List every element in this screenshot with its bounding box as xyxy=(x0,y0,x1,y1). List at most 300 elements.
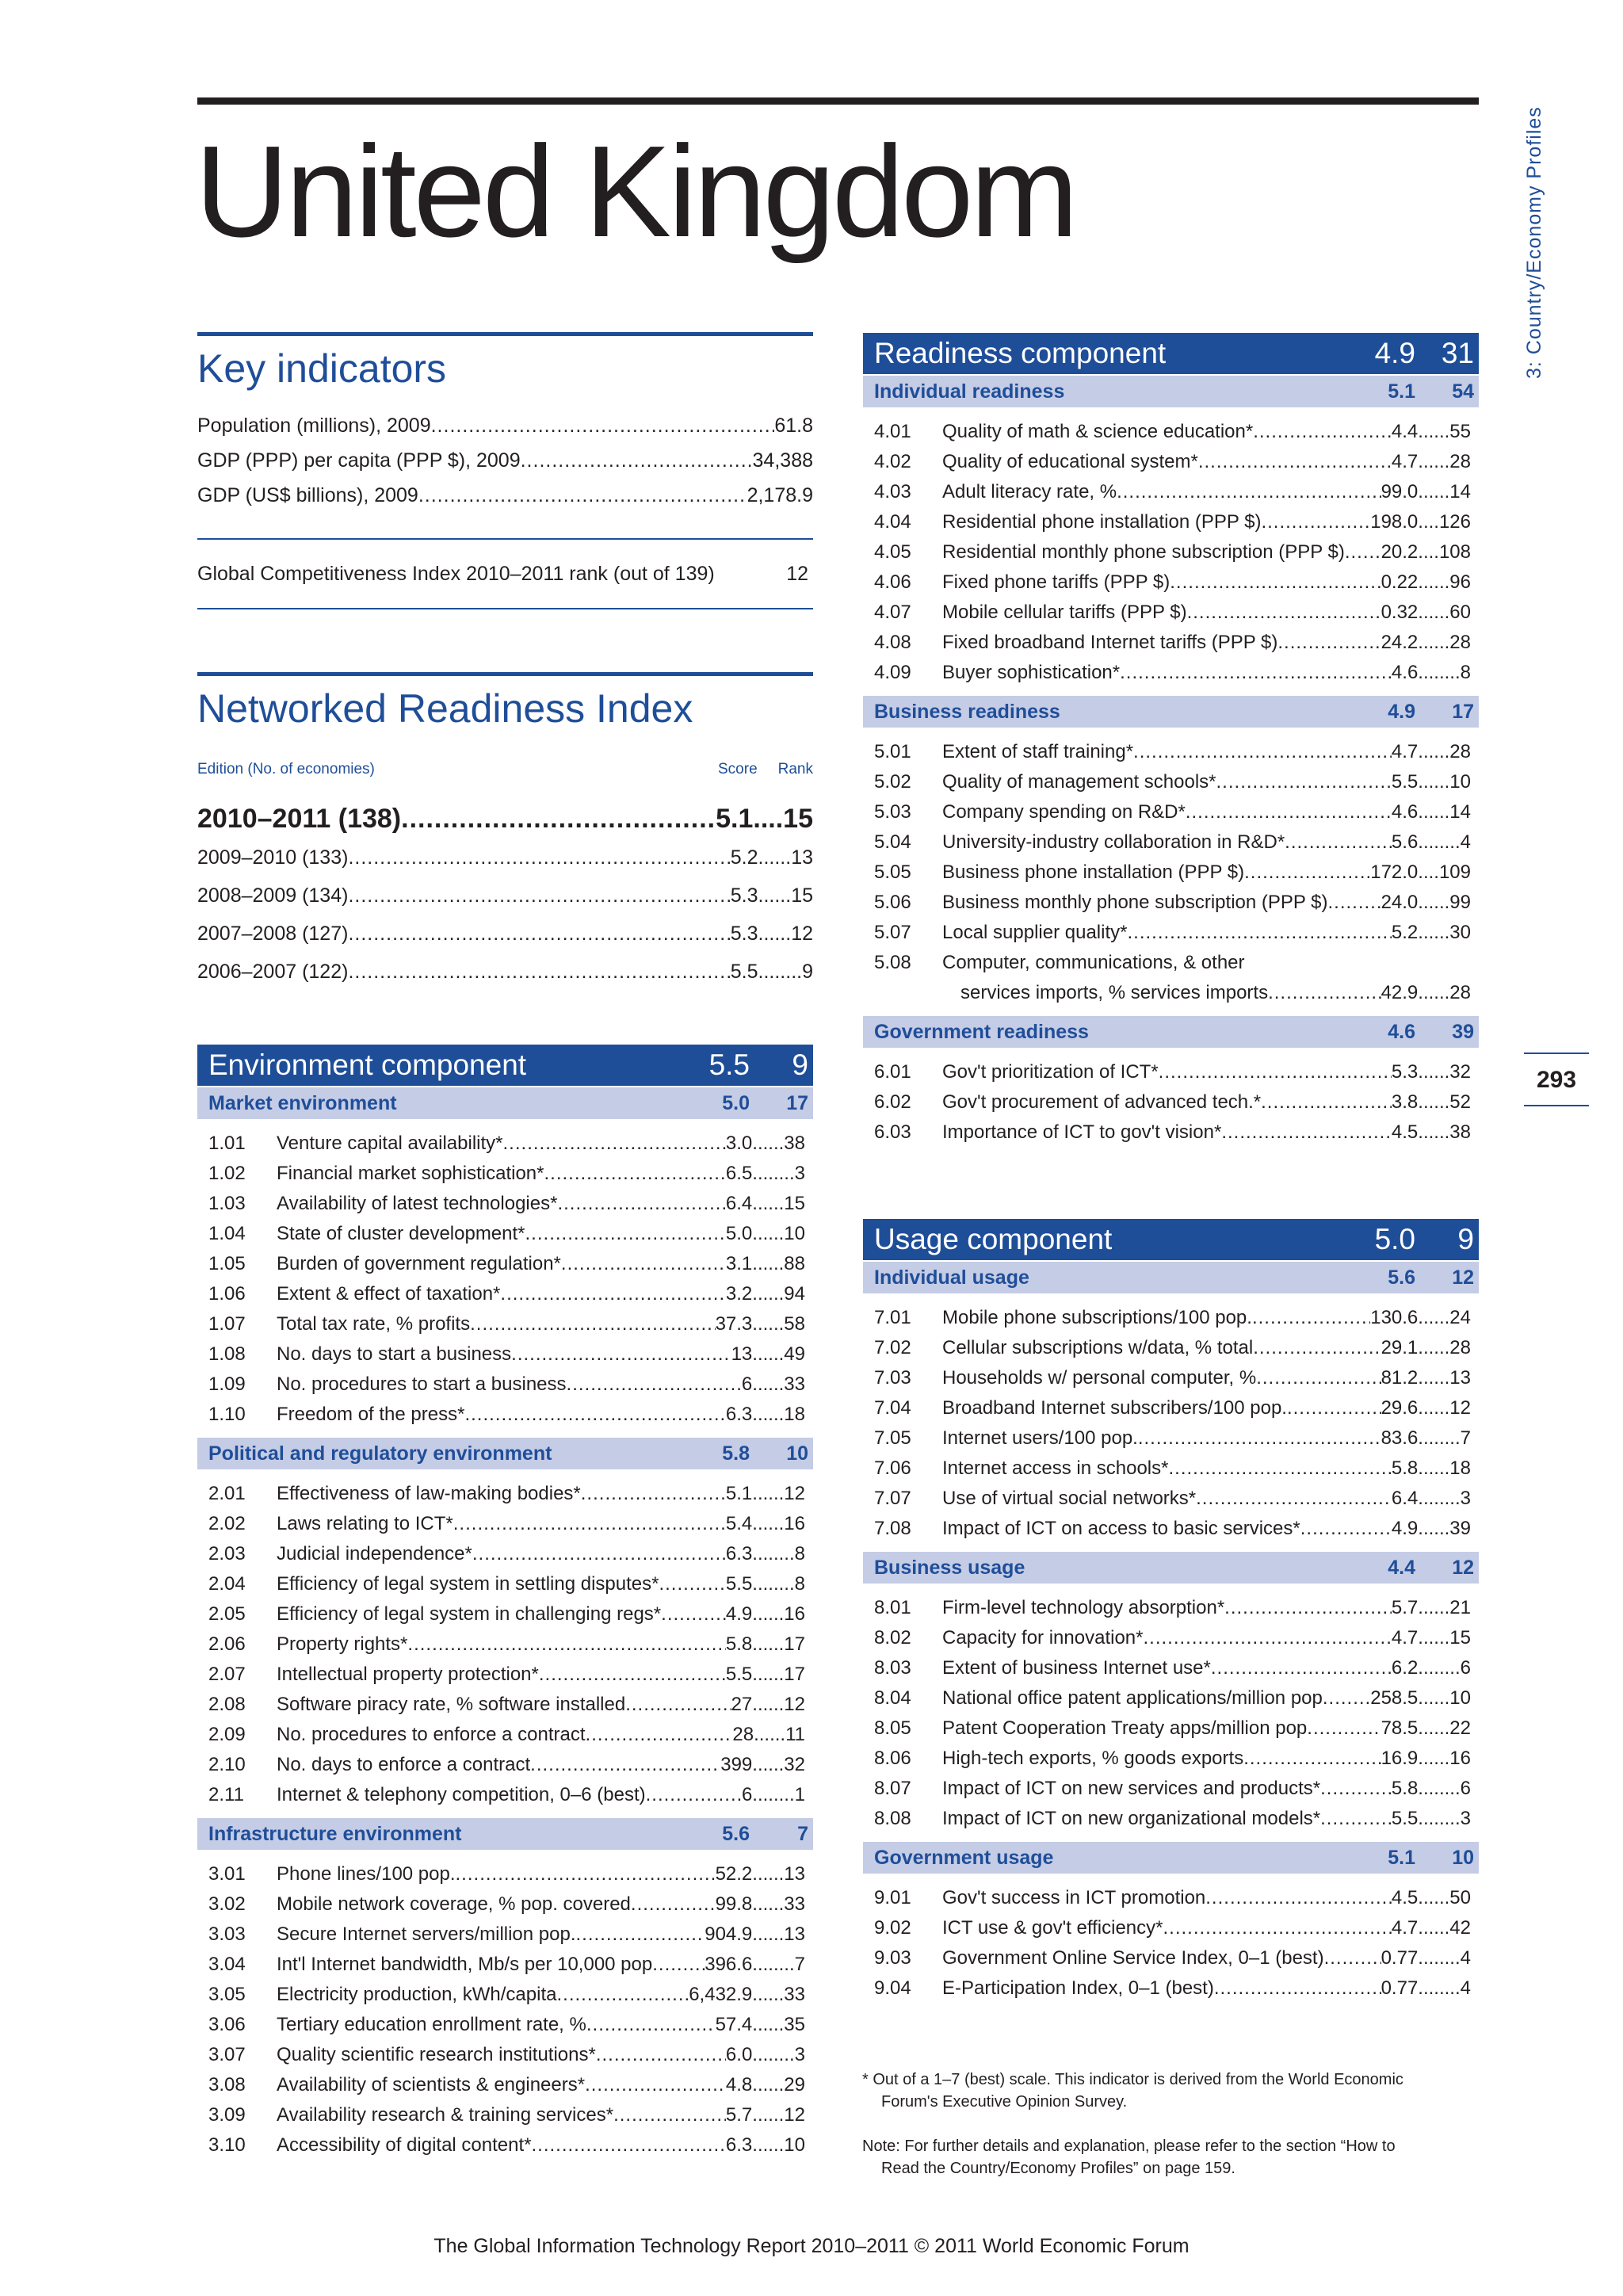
leader-dots: ...... xyxy=(1418,1337,1450,1358)
leader-dots: ...... xyxy=(752,2104,785,2126)
page-footer: The Global Information Technology Report 2010–2011 © 2011 World Economic Forum xyxy=(433,2235,1190,2257)
leader-dots xyxy=(525,1219,726,1249)
leader-dots: ...... xyxy=(1418,481,1450,502)
leader-dots xyxy=(1323,1683,1370,1713)
indicator-code: 8.07 xyxy=(874,1778,911,1799)
indicator-code: 2.04 xyxy=(208,1573,246,1595)
indicator-score: 52.2 xyxy=(715,1863,753,1885)
indicator-label: Importance of ICT to gov't vision* xyxy=(942,1121,1222,1143)
indicator-row xyxy=(197,1339,813,1370)
indicator-score: 4.7 xyxy=(1391,451,1419,472)
indicator-score: 4.7 xyxy=(1391,741,1419,762)
indicator-code: 3.10 xyxy=(208,2134,246,2156)
indicator-rank: 88 xyxy=(784,1253,805,1274)
section-side-label: 3: Country/Economy Profiles xyxy=(1523,106,1545,379)
key-indicator-label: Population (millions), 2009 xyxy=(197,415,431,437)
indicator-row xyxy=(197,1660,813,1690)
indicator-row xyxy=(197,1539,813,1569)
subindex-score: 5.0 xyxy=(722,1091,750,1114)
leader-dots xyxy=(1214,1973,1381,2004)
indicator-code: 3.07 xyxy=(208,2044,246,2065)
nri-history-list xyxy=(197,839,813,991)
indicator-score: 4.6 xyxy=(1391,801,1419,823)
indicator-rank: 28 xyxy=(1449,1337,1471,1358)
indicator-code: 2.01 xyxy=(208,1483,246,1504)
leader-dots xyxy=(1252,1303,1370,1333)
indicator-code: 4.04 xyxy=(874,511,911,533)
leader-dots xyxy=(625,1690,731,1720)
component-name: Usage component xyxy=(874,1223,1113,1255)
indicator-label: Internet access in schools* xyxy=(942,1457,1169,1479)
indicator-row xyxy=(863,1683,1479,1713)
indicator-row xyxy=(197,1309,813,1339)
indicator-code: 4.08 xyxy=(874,632,911,653)
leader-dots: ........ xyxy=(1418,831,1461,853)
indicator-score: 5.8 xyxy=(725,1633,753,1655)
indicator-rank: 24 xyxy=(1449,1307,1471,1328)
indicator-list xyxy=(197,1850,813,2168)
indicator-label: Gov't prioritization of ICT* xyxy=(942,1061,1159,1083)
indicator-rank: 12 xyxy=(784,1483,805,1504)
nri-history-row: 2007–2008 (127) ..... 5.3 ...... 12 xyxy=(197,915,813,953)
indicator-row xyxy=(863,1653,1479,1683)
leader-dots xyxy=(576,1920,705,1950)
indicator-rank: 32 xyxy=(784,1754,805,1775)
indicator-score: 3.1 xyxy=(725,1253,753,1274)
indicator-label: Government Online Service Index, 0–1 (best) xyxy=(942,1947,1324,1969)
nri-score: 5.3 xyxy=(730,923,758,945)
nri-edition: 2007–2008 (127) xyxy=(197,923,349,945)
indicator-rank: 15 xyxy=(784,1193,805,1214)
indicator-rank: 38 xyxy=(1449,1121,1471,1143)
indicator-label: Local supplier quality* xyxy=(942,922,1128,943)
leader-dots: ...... xyxy=(752,1754,785,1775)
component-header xyxy=(863,1219,1479,1260)
indicator-rank: 35 xyxy=(784,2014,805,2035)
indicator-row xyxy=(197,1980,813,2010)
leader-dots xyxy=(544,1159,726,1189)
indicator-row xyxy=(197,1629,813,1660)
leader-dots: ...... xyxy=(1418,1091,1450,1113)
indicator-row xyxy=(863,1913,1479,1943)
leader-dots: ...... xyxy=(752,1924,785,1945)
indicator-rank: 21 xyxy=(1449,1597,1471,1618)
nri-edition: 2009–2010 (133) xyxy=(197,846,349,869)
indicator-list xyxy=(197,1469,813,1818)
indicator-label: Internet users/100 pop. xyxy=(942,1427,1138,1449)
leader-dots xyxy=(586,1720,733,1750)
gci-rank-row xyxy=(197,538,813,609)
indicator-rank: 96 xyxy=(1449,571,1471,593)
indicator-rank: 18 xyxy=(1449,1457,1471,1479)
indicator-row xyxy=(863,827,1479,858)
indicator-row xyxy=(197,1189,813,1219)
indicator-code: 1.08 xyxy=(208,1343,246,1365)
leader-dots xyxy=(1320,1804,1392,1834)
indicator-rank: 8 xyxy=(794,1573,805,1595)
indicator-row xyxy=(863,1363,1479,1393)
indicator-code: 8.02 xyxy=(874,1627,911,1648)
subindex-name: Government usage xyxy=(874,1846,1054,1869)
key-indicator-value: 2,178.9 xyxy=(747,484,813,506)
indicator-row xyxy=(197,1750,813,1780)
leader-dots xyxy=(557,1189,725,1219)
indicator-rank: 50 xyxy=(1449,1887,1471,1908)
indicator-rank: 60 xyxy=(1449,602,1471,623)
indicator-code: 6.01 xyxy=(874,1061,911,1083)
indicator-code: 1.05 xyxy=(208,1253,246,1274)
nri-rank: 9 xyxy=(802,961,813,983)
leader-dots xyxy=(661,1599,726,1629)
leader-dots xyxy=(470,1309,715,1339)
top-rule xyxy=(197,97,1479,105)
key-indicator-row xyxy=(197,408,813,443)
indicator-code: 7.04 xyxy=(874,1397,911,1419)
nri-history-row: 2008–2009 (134) ..... 5.3 ...... 15 xyxy=(197,877,813,915)
indicator-rank: 6 xyxy=(1460,1657,1471,1679)
indicator-row xyxy=(863,1973,1479,2004)
leader-dots: ...... xyxy=(752,1373,785,1395)
leader-dots xyxy=(613,2100,726,2130)
indicator-row xyxy=(863,948,1479,978)
indicator-code: 8.04 xyxy=(874,1687,911,1709)
indicator-score: 6.4 xyxy=(725,1193,753,1214)
indicator-score: 83.6 xyxy=(1381,1427,1419,1449)
indicator-row xyxy=(863,1454,1479,1484)
leader-dots: ...... xyxy=(1418,771,1450,793)
indicator-label: Judicial independence* xyxy=(277,1543,472,1564)
indicator-code: 9.02 xyxy=(874,1917,911,1939)
leader-dots: ...... xyxy=(752,1984,785,2005)
subindex-name: Business readiness xyxy=(874,700,1060,723)
leader-dots: ........ xyxy=(1418,1488,1461,1509)
leader-dots: ........ xyxy=(1418,1808,1461,1829)
indicator-score: 4.5 xyxy=(1391,1887,1419,1908)
subindex-name: Individual usage xyxy=(874,1266,1029,1289)
indicator-code: 4.09 xyxy=(874,662,911,683)
indicator-label: Mobile cellular tariffs (PPP $) xyxy=(942,602,1187,623)
indicator-label: Laws relating to ICT* xyxy=(277,1513,453,1534)
leader-dots: ...... xyxy=(752,1863,785,1885)
indicator-rank: 28 xyxy=(1449,741,1471,762)
indicator-rank: 14 xyxy=(1449,801,1471,823)
leader-dots xyxy=(1300,1514,1392,1544)
leader-dots: ...... xyxy=(752,1343,785,1365)
subindex-header xyxy=(197,1087,813,1119)
indicator-label: Impact of ICT on new services and products* xyxy=(942,1778,1321,1799)
component-rank: 9 xyxy=(1457,1223,1474,1255)
indicator-label: No. days to enforce a contract xyxy=(277,1754,531,1775)
indicator-code: 5.02 xyxy=(874,771,911,793)
leader-dots xyxy=(511,1339,731,1370)
indicator-row xyxy=(863,567,1479,598)
indicator-rank: 29 xyxy=(784,2074,805,2095)
indicator-label: Phone lines/100 pop. xyxy=(277,1863,456,1885)
indicator-code: 7.05 xyxy=(874,1427,911,1449)
subindex-rank: 10 xyxy=(1452,1846,1474,1869)
indicator-list xyxy=(197,1119,813,1438)
indicator-code: 5.05 xyxy=(874,861,911,883)
leader-dots: ........ xyxy=(1418,1977,1461,1999)
leader-dots xyxy=(1261,1087,1392,1117)
leader-dots xyxy=(585,2070,726,2100)
indicator-label: Burden of government regulation* xyxy=(277,1253,561,1274)
indicator-code: 8.01 xyxy=(874,1597,911,1618)
indicator-code: 9.03 xyxy=(874,1947,911,1969)
indicator-score: 0.22 xyxy=(1381,571,1419,593)
indicator-label: Mobile network coverage, % pop. covered xyxy=(277,1893,631,1915)
leader-dots: ........ xyxy=(752,2044,795,2065)
indicator-code: 2.09 xyxy=(208,1724,246,1745)
indicator-label: Patent Cooperation Treaty apps/million pop xyxy=(942,1717,1308,1739)
indicator-score: 24.2 xyxy=(1381,632,1419,653)
indicator-rank: 33 xyxy=(784,1893,805,1915)
indicator-label: Mobile phone subscriptions/100 pop. xyxy=(942,1307,1252,1328)
indicator-list xyxy=(863,1584,1479,1842)
indicator-label: Efficiency of legal system in challenging regs* xyxy=(277,1603,662,1625)
indicator-score: 396.6 xyxy=(705,1954,753,1975)
indicator-score: 5.8 xyxy=(1391,1457,1419,1479)
nri-score: 5.3 xyxy=(730,884,758,907)
leader-dots: ...... xyxy=(752,2134,785,2156)
indicator-code: 9.01 xyxy=(874,1887,911,1908)
leader-dots xyxy=(1143,1623,1391,1653)
indicator-row xyxy=(863,1514,1479,1544)
indicator-rank: 7 xyxy=(1460,1427,1471,1449)
subindex-name: Political and regulatory environment xyxy=(208,1442,552,1465)
indicator-code: 6.02 xyxy=(874,1091,911,1113)
indicator-row xyxy=(197,1599,813,1629)
indicator-label: Availability of scientists & engineers* xyxy=(277,2074,586,2095)
indicator-rank: 17 xyxy=(784,1664,805,1685)
indicator-label: Company spending on R&D* xyxy=(942,801,1186,823)
indicator-rank: 8 xyxy=(1460,662,1471,683)
indicator-row xyxy=(197,1920,813,1950)
leader-dots: ...... xyxy=(1418,1687,1450,1709)
indicator-rank: 30 xyxy=(1449,922,1471,943)
indicator-label: Financial market sophistication* xyxy=(277,1163,544,1184)
leader-dots: ...... xyxy=(752,1193,785,1214)
footnote-line: Note: For further details and explanation, please refer to the section “How to xyxy=(862,2137,1396,2155)
subindex-score: 5.1 xyxy=(1388,1846,1415,1869)
leader-dots xyxy=(1261,507,1370,537)
leader-dots xyxy=(596,2040,726,2070)
leader-dots: ........ xyxy=(752,1163,795,1184)
indicator-rank: 10 xyxy=(1449,1687,1471,1709)
indicator-score: 4.5 xyxy=(1391,1121,1419,1143)
indicator-rank: 10 xyxy=(784,2134,805,2156)
indicator-code: 4.06 xyxy=(874,571,911,593)
nri-edition: 2008–2009 (134) xyxy=(197,884,349,907)
nri-history-row: 2006–2007 (122) ..... 5.5 ........ 9 xyxy=(197,953,813,991)
indicator-rank: 3 xyxy=(794,1163,805,1184)
indicator-score: 399 xyxy=(720,1754,753,1775)
indicator-score: 6.2 xyxy=(1391,1657,1419,1679)
indicator-row xyxy=(197,1159,813,1189)
indicator-code: 3.03 xyxy=(208,1924,246,1945)
leader-dots xyxy=(1138,1423,1381,1454)
subindex-header xyxy=(197,1818,813,1850)
key-indicator-value: 61.8 xyxy=(774,415,813,437)
indicator-score: 4.9 xyxy=(1391,1518,1419,1539)
leader-dots xyxy=(464,1400,725,1430)
indicator-row xyxy=(863,1774,1479,1804)
indicator-rank: 3 xyxy=(794,2044,805,2065)
indicator-rank: 33 xyxy=(784,1373,805,1395)
leader-dots xyxy=(1324,1943,1381,1973)
leader-dots: ...... xyxy=(1418,1717,1450,1739)
indicator-label: Intellectual property protection* xyxy=(277,1664,539,1685)
indicator-code: 3.05 xyxy=(208,1984,246,2005)
subindex-score: 4.6 xyxy=(1388,1020,1415,1043)
nri-heading: Networked Readiness Index xyxy=(197,686,693,731)
indicator-code: 3.06 xyxy=(208,2014,246,2035)
leader-dots: ...... xyxy=(1418,451,1450,472)
leader-dots: ...... xyxy=(752,1664,785,1685)
indicator-row xyxy=(863,858,1479,888)
readiness-component xyxy=(863,333,1479,1156)
indicator-label: Tertiary education enrollment rate, % xyxy=(277,2014,586,2035)
leader-dots xyxy=(1287,1393,1381,1423)
indicator-row xyxy=(863,1713,1479,1744)
indicator-score: 172.0 xyxy=(1370,861,1419,883)
indicator-score: 99.8 xyxy=(715,1893,753,1915)
indicator-rank: 32 xyxy=(1449,1061,1471,1083)
leader-dots xyxy=(407,1629,726,1660)
indicator-label: Capacity for innovation* xyxy=(942,1627,1144,1648)
indicator-row xyxy=(197,1889,813,1920)
indicator-code: 7.01 xyxy=(874,1307,911,1328)
indicator-list xyxy=(863,1048,1479,1156)
indicator-rank: 49 xyxy=(784,1343,805,1365)
nri-rank: 15 xyxy=(783,804,813,834)
indicator-score: 57.4 xyxy=(715,2014,753,2035)
indicator-rank: 17 xyxy=(784,1633,805,1655)
indicator-score: 904.9 xyxy=(705,1924,753,1945)
subindex-name: Market environment xyxy=(208,1091,397,1114)
indicator-code: 9.04 xyxy=(874,1977,911,1999)
indicator-row xyxy=(863,1333,1479,1363)
leader-dots: ........ xyxy=(1418,1427,1461,1449)
indicator-label: No. procedures to start a business xyxy=(277,1373,567,1395)
indicator-row xyxy=(197,1219,813,1249)
component-score: 5.0 xyxy=(1374,1223,1415,1255)
indicator-score: 258.5 xyxy=(1370,1687,1419,1709)
indicator-code: 1.03 xyxy=(208,1193,246,1214)
indicator-rank: 42 xyxy=(1449,1917,1471,1939)
leader-dots: ...... xyxy=(1418,1307,1450,1328)
indicator-score: 5.5 xyxy=(725,1664,753,1685)
indicator-score: 5.7 xyxy=(725,2104,753,2126)
indicator-label: Extent of business Internet use* xyxy=(942,1657,1211,1679)
nri-edition: 2010–2011 (138) xyxy=(197,804,402,834)
leader-dots xyxy=(472,1539,726,1569)
leader-dots: ...... xyxy=(1418,1518,1450,1539)
indicator-rank: 16 xyxy=(784,1513,805,1534)
indicator-label: No. procedures to enforce a contract xyxy=(277,1724,586,1745)
indicator-code: 8.06 xyxy=(874,1748,911,1769)
leader-dots: ...... xyxy=(752,1133,785,1154)
indicator-rank: 12 xyxy=(784,1694,805,1715)
indicator-code: 7.02 xyxy=(874,1337,911,1358)
indicator-row xyxy=(863,1623,1479,1653)
indicator-label: Extent of staff training* xyxy=(942,741,1134,762)
indicator-row xyxy=(863,1057,1479,1087)
indicator-rank: 4 xyxy=(1460,1977,1471,1999)
component-rank: 31 xyxy=(1441,337,1474,369)
subindex-score: 4.9 xyxy=(1388,700,1415,723)
indicator-label: Gov't success in ICT promotion xyxy=(942,1887,1206,1908)
indicator-rank: 52 xyxy=(1449,1091,1471,1113)
indicator-code: 7.06 xyxy=(874,1457,911,1479)
indicator-code: 3.01 xyxy=(208,1863,246,1885)
indicator-rank: 14 xyxy=(1449,481,1471,502)
indicator-rank: 58 xyxy=(784,1313,805,1335)
leader-dots: ...... xyxy=(1418,1748,1450,1769)
indicator-score: 4.6 xyxy=(1391,662,1419,683)
leader-dots xyxy=(1253,1333,1381,1363)
nri-col-edition: Edition (No. of economies) xyxy=(197,761,375,777)
indicator-label: Quality of math & science education* xyxy=(942,421,1254,442)
leader-dots: ...... xyxy=(1418,1457,1450,1479)
nri-score: 5.1 xyxy=(716,804,754,834)
indicator-row xyxy=(863,767,1479,797)
asterisk-footnote xyxy=(862,2069,1479,2113)
leader-dots: ...... xyxy=(1418,1597,1450,1618)
indicator-label: Accessibility of digital content* xyxy=(277,2134,532,2156)
leader-dots: ...... xyxy=(752,1223,785,1244)
indicator-label: E-Participation Index, 0–1 (best) xyxy=(942,1977,1214,1999)
leader-dots xyxy=(581,1479,726,1509)
indicator-row xyxy=(197,1950,813,1980)
leader-dots: ...... xyxy=(752,1253,785,1274)
indicator-row xyxy=(863,1883,1479,1913)
indicator-score: 6.3 xyxy=(725,2134,753,2156)
indicator-label: Residential monthly phone subscription (PPP $) xyxy=(942,541,1345,563)
leader-dots: ...... xyxy=(752,1313,785,1335)
indicator-row xyxy=(863,507,1479,537)
indicator-row xyxy=(197,2070,813,2100)
indicator-row xyxy=(863,417,1479,447)
indicator-score: 3.2 xyxy=(725,1283,753,1305)
indicator-score: 6.3 xyxy=(725,1543,753,1564)
leader-dots xyxy=(1327,888,1381,918)
leader-dots: ........ xyxy=(752,1954,795,1975)
subindex-rank: 7 xyxy=(797,1822,808,1845)
indicator-score: 130.6 xyxy=(1370,1307,1419,1328)
leader-dots xyxy=(652,1950,705,1980)
indicator-rank: 38 xyxy=(784,1133,805,1154)
indicator-score: 6.0 xyxy=(725,2044,753,2065)
subindex-score: 5.6 xyxy=(1388,1266,1415,1289)
leader-dots xyxy=(1159,1057,1392,1087)
leader-dots: ...... xyxy=(754,1724,786,1745)
leader-dots: ........ xyxy=(752,1784,795,1805)
leader-dots: ...... xyxy=(1418,741,1450,762)
indicator-row xyxy=(863,737,1479,767)
leader-dots: ...... xyxy=(1418,892,1450,913)
indicator-row xyxy=(197,2040,813,2070)
leader-dots xyxy=(1196,1484,1392,1514)
leader-dots: ...... xyxy=(1418,982,1450,1003)
indicator-label: services imports, % services imports xyxy=(960,982,1269,1003)
indicator-score: 20.2 xyxy=(1381,541,1419,563)
indicator-row xyxy=(863,537,1479,567)
indicator-code: 3.09 xyxy=(208,2104,246,2126)
indicator-rank: 13 xyxy=(1449,1367,1471,1389)
subindex-rank: 12 xyxy=(1452,1266,1474,1289)
leader-dots xyxy=(1170,567,1381,598)
